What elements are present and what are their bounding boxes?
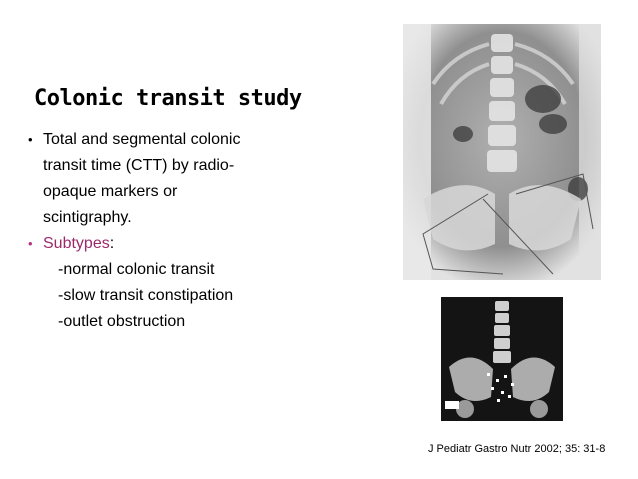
- slide-title: Colonic transit study: [34, 86, 302, 111]
- bullet-1-line-2: transit time (CTT) by radio-: [43, 157, 235, 174]
- subtype-item: -slow transit constipation: [58, 287, 234, 304]
- bullet-1-line-3: opaque markers or: [43, 183, 178, 200]
- subtype-item: -normal colonic transit: [58, 261, 215, 278]
- subtype-item: -outlet obstruction: [58, 313, 186, 330]
- bullet-list: [28, 127, 328, 335]
- bullet-2-line: • Subtypes:: [28, 231, 328, 257]
- subtypes-label: Subtypes: [43, 235, 110, 252]
- pelvic-xray-image: [441, 297, 563, 421]
- bullet-dot-icon: •: [28, 132, 33, 147]
- abdominal-xray-image: [403, 24, 601, 280]
- reference-citation: J Pediatr Gastro Nutr 2002; 35: 31-8: [428, 443, 606, 455]
- bullet-1-line-4: scintigraphy.: [43, 209, 132, 226]
- bullet-dot-icon: •: [28, 236, 33, 251]
- bullet-1-line-1: • Total and segmental colonic: [28, 127, 328, 153]
